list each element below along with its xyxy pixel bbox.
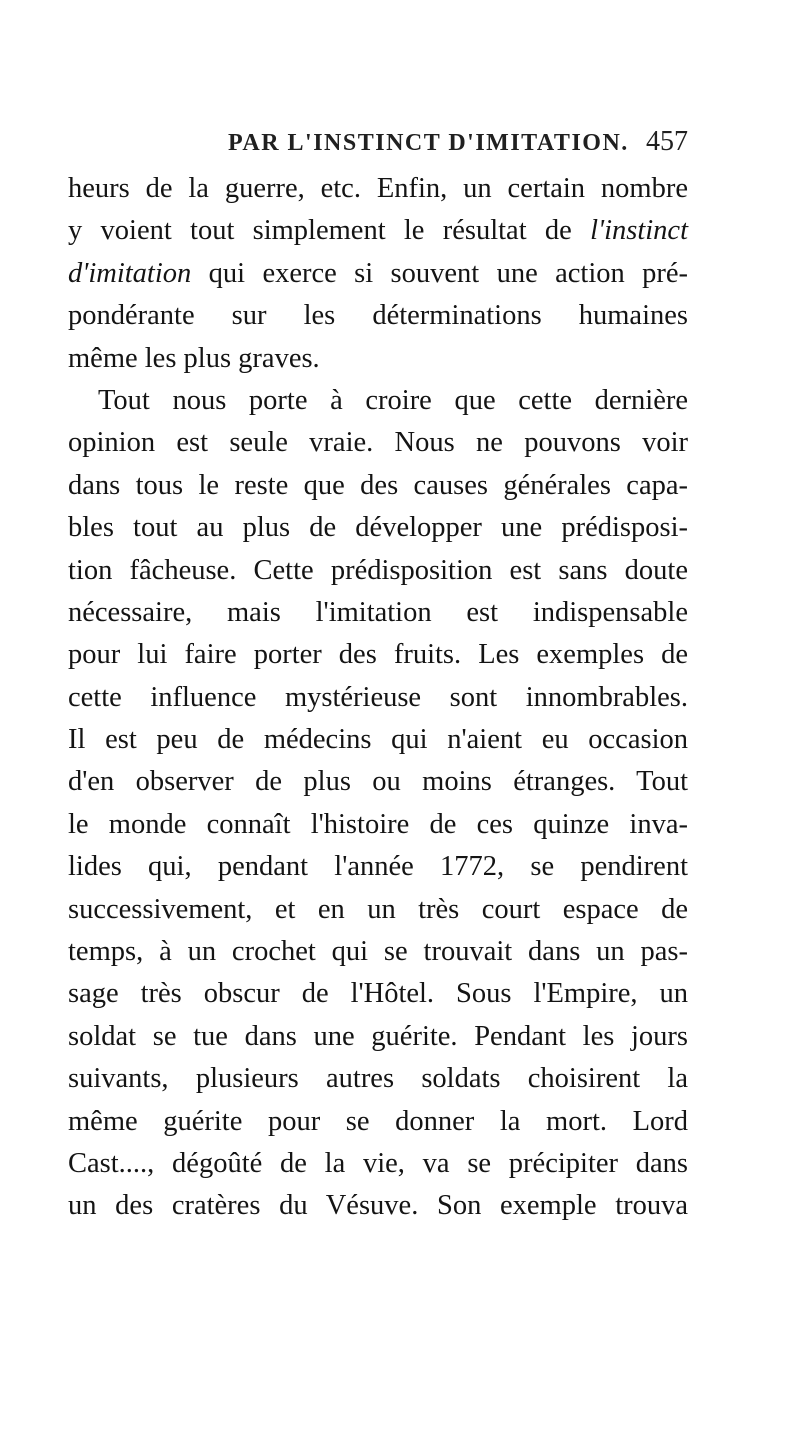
text-segment: opinion est seule vraie. Nous ne pouvons voir <box>68 427 688 459</box>
text-line <box>68 168 688 210</box>
text-segment: soldat se tue dans une guérite. Pendant les jours <box>68 1020 688 1052</box>
text-segment: tion fâcheuse. Cette prédisposition est sans doute <box>68 554 688 586</box>
text-line <box>68 210 688 252</box>
text-segment: Il est peu de médecins qui n'aient eu occasion <box>68 724 688 756</box>
text-line <box>68 804 688 846</box>
body-text <box>68 168 688 1228</box>
text-line <box>68 253 688 295</box>
text-line <box>68 634 688 676</box>
text-line <box>68 338 688 380</box>
text-line <box>68 550 688 592</box>
text-segment: suivants, plusieurs autres soldats choisirent la <box>68 1063 688 1095</box>
text-segment: bles tout au plus de développer une prédisposi- <box>68 512 688 544</box>
text-line <box>68 1058 688 1100</box>
text-line <box>68 931 688 973</box>
text-segment: qui exerce si souvent une action pré- <box>191 257 688 289</box>
text-segment: d'en observer de plus ou moins étranges. Tout <box>68 766 688 798</box>
page-number: 457 <box>646 126 688 157</box>
text-line <box>68 1016 688 1058</box>
text-segment: temps, à un crochet qui se trouvait dans un pas- <box>68 936 688 968</box>
text-line <box>68 719 688 761</box>
text-line <box>68 380 688 422</box>
text-line <box>68 761 688 803</box>
text-segment: pondérante sur les déterminations humaines <box>68 300 688 332</box>
text-line <box>68 1101 688 1143</box>
italic-text: d'imitation <box>68 257 192 289</box>
text-line <box>68 592 688 634</box>
text-line <box>68 973 688 1015</box>
text-segment: heurs de la guerre, etc. Enfin, un certain nombre <box>68 173 688 204</box>
text-line <box>68 465 688 507</box>
text-segment: dans tous le reste que des causes générales capa- <box>68 469 688 501</box>
text-line <box>68 295 688 337</box>
text-segment: successivement, et en un très court espace de <box>68 893 688 925</box>
text-segment: sage très obscur de l'Hôtel. Sous l'Empire, un <box>68 978 688 1010</box>
text-segment: cette influence mystérieuse sont innombrables. <box>68 681 688 713</box>
text-segment: y voient tout simplement le résultat de <box>68 215 591 247</box>
text-segment: même les plus graves. <box>68 342 320 374</box>
italic-text: l'instinct <box>590 215 688 247</box>
text-line <box>68 889 688 931</box>
text-line <box>68 1185 688 1227</box>
text-segment: le monde connaît l'histoire de ces quinze inva- <box>68 808 688 840</box>
text-segment: pour lui faire porter des fruits. Les exemples de <box>68 639 688 671</box>
text-line <box>68 422 688 464</box>
text-segment: Cast...., dégoûté de la vie, va se précipiter dans <box>68 1147 688 1179</box>
text-line <box>68 846 688 888</box>
text-segment: même guérite pour se donner la mort. Lord <box>68 1105 688 1137</box>
text-line <box>68 507 688 549</box>
text-segment: lides qui, pendant l'année 1772, se pendirent <box>68 851 688 883</box>
text-segment: un des cratères du Vésuve. Son exemple trouva <box>68 1190 688 1222</box>
text-line <box>68 1143 688 1185</box>
text-segment: Tout nous porte à croire que cette dernière <box>98 384 688 416</box>
text-line <box>68 677 688 719</box>
running-head-title: PAR L'INSTINCT D'IMITATION. <box>228 130 629 156</box>
running-head <box>228 126 688 166</box>
text-segment: nécessaire, mais l'imitation est indispensable <box>68 596 688 628</box>
